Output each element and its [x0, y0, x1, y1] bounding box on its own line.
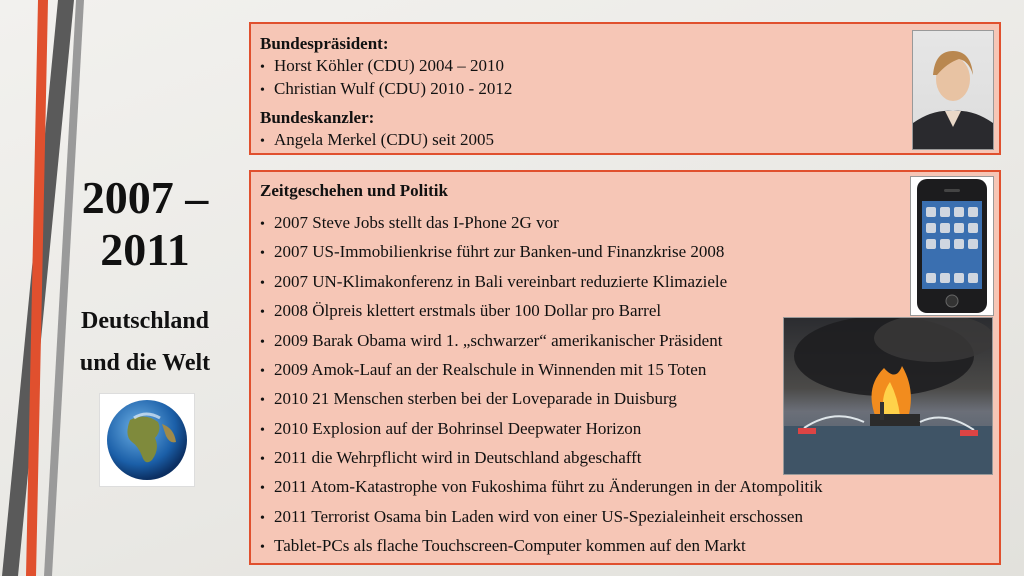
- bullet-icon: •: [260, 393, 265, 408]
- merkel-photo: [912, 30, 994, 150]
- presidents-box: [249, 22, 1001, 155]
- oil-rig-explosion-photo: [783, 317, 993, 475]
- bullet-icon: •: [260, 60, 265, 75]
- bullet-icon: •: [260, 540, 265, 555]
- list-item: • 2007 UN-Klimakonferenz in Bali vereinbart reduzierte Klimaziele: [260, 272, 728, 291]
- list-item: • 2008 Ölpreis klettert erstmals über 100 Dollar pro Barrel: [260, 301, 662, 320]
- bullet-icon: •: [260, 364, 265, 379]
- bullet-icon: •: [260, 246, 265, 261]
- bullet-icon: •: [260, 134, 265, 149]
- list-item: • 2010 21 Menschen sterben bei der Loveparade in Duisburg: [260, 389, 677, 408]
- subtitle-line-1: Deutschland: [80, 308, 210, 334]
- list-item: • 2007 Steve Jobs stellt das I-Phone 2G vor: [260, 213, 559, 232]
- list-item: • Horst Köhler (CDU) 2004 – 2010: [260, 56, 504, 75]
- list-item: • Tablet-PCs als flache Touchscreen-Computer kommen auf den Markt: [260, 536, 746, 555]
- list-item: • 2011 Atom-Katastrophe von Fukoshima führt zu Änderungen in der Atompolitik: [260, 477, 823, 496]
- list-item: • 2009 Barak Obama wird 1. „schwarzer“ amerikanischer Präsident: [260, 331, 723, 350]
- smartphone-icon: [910, 176, 994, 316]
- bullet-icon: •: [260, 305, 265, 320]
- bullet-icon: •: [260, 276, 265, 291]
- heading-bundespraesident: Bundespräsident:: [260, 34, 389, 53]
- subtitle-line-2: und die Welt: [79, 350, 211, 376]
- heading-bundeskanzler: Bundeskanzler:: [260, 108, 375, 127]
- list-item: • 2011 Terrorist Osama bin Laden wird von einer US-Spezialeinheit erschossen: [260, 507, 803, 526]
- list-item: • 2011 die Wehrpflicht wird in Deutschland abgeschafft: [260, 448, 642, 467]
- list-item: • 2010 Explosion auf der Bohrinsel Deepwater Horizon: [260, 419, 642, 438]
- slide-title: 2007 – 2011: [81, 172, 209, 275]
- bullet-icon: •: [260, 83, 265, 98]
- bullet-icon: •: [260, 423, 265, 438]
- decorative-stripes: [0, 0, 90, 576]
- list-item: • Christian Wulf (CDU) 2010 - 2012: [260, 79, 513, 98]
- bullet-icon: •: [260, 452, 265, 467]
- globe-icon: [99, 393, 195, 487]
- bullet-icon: •: [260, 481, 265, 496]
- list-item: • Angela Merkel (CDU) seit 2005: [260, 130, 495, 149]
- bullet-icon: •: [260, 511, 265, 526]
- slide-subtitle: [40, 300, 250, 384]
- bullet-icon: •: [260, 335, 265, 350]
- list-item: • 2007 US-Immobilienkrise führt zur Banken-und Finanzkrise 2008: [260, 242, 725, 261]
- heading-zeitgeschehen: Zeitgeschehen und Politik: [260, 181, 448, 200]
- bullet-icon: •: [260, 217, 265, 232]
- list-item: • 2009 Amok-Lauf an der Realschule in Winnenden mit 15 Toten: [260, 360, 707, 379]
